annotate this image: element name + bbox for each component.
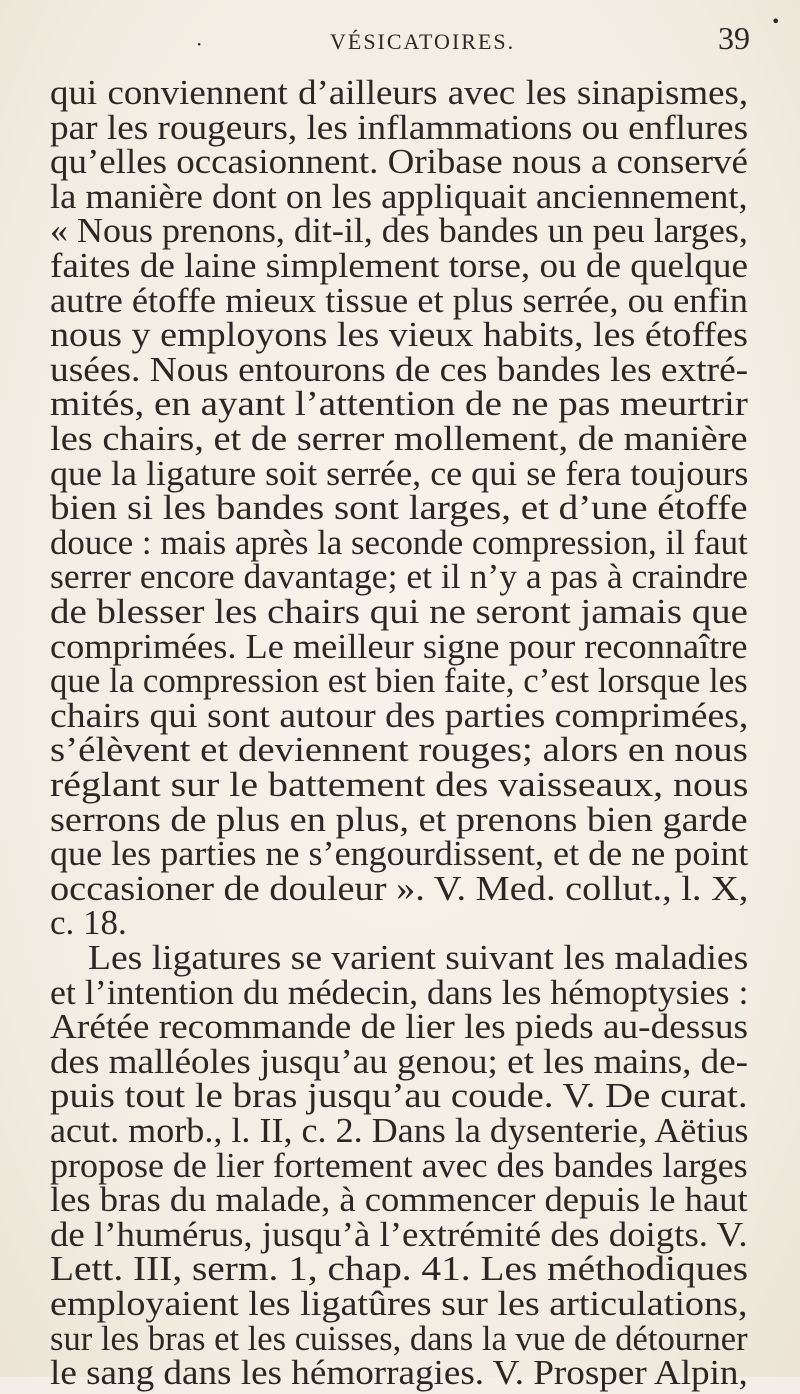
text-line: la manière dont on les appliquait anciennement, [50,176,748,216]
text-line: le sang dans les hémorragies. V. Prosper Alpin, [50,1353,748,1393]
text-line: faites de laine simplement torse, ou de quelque [50,246,749,285]
text-line: qui conviennent d’ailleurs avec les sinapismes, [50,73,749,112]
text-line: que la compression est bien faite, c’est lorsque les [50,661,748,701]
text-line: mités, en ayant l’attention de ne pas meurtrir [50,384,748,424]
text-line: s’élèvent et deviennent rouges; alors en nous [50,730,748,770]
corner-mark: • [771,12,781,31]
text-line: que la ligature soit serrée, ce qui se fera toujours [50,453,749,493]
text-line: Arétée recommande de lier les pieds au-dessus [50,1007,749,1047]
text-line: acut. morb., l. II, c. 2. Dans la dysenterie, Aëtius [50,1111,749,1150]
text-line: bien si les bandes sont larges, et d’une étoffe [50,488,748,528]
text-line: les chairs, et de serrer mollement, de manière [50,419,748,458]
text-line: chairs qui sont autour des parties comprimées, [50,695,749,735]
text-line: qu’elles occasionnent. Oribase nous a conservé [50,142,748,182]
text-line: de blesser les chairs qui ne seront jamais que [50,592,748,631]
text-line: c. 18. [50,903,127,943]
text-line: serrer encore davantage; et il n’y a pas à craindre [50,557,748,597]
text-line: puis tout le bras jusqu’au coude. V. De curat. [50,1076,748,1116]
text-line: sur les bras et les cuisses, dans la vue de détourner [50,1318,748,1358]
text-line: par les rougeurs, les inflammations ou enflures [50,107,749,147]
text-line: douce : mais après la seconde compression, il faut [50,522,748,562]
header-mark: · [196,32,203,56]
text-line: propose de lier fortement avec des bandes larges [50,1145,748,1185]
text-line: Lett. III, serm. 1, chap. 41. Les méthodiques [50,1249,749,1289]
text-line: de l’humérus, jusqu’à l’extrémité des doigts. V. [50,1214,748,1254]
text-line: autre étoffe mieux tissue et plus serrée, ou enfin [50,280,748,320]
text-line: serrons de plus en plus, et prenons bien garde [50,799,748,839]
text-line: des malléoles jusqu’au genou; et les mains, de- [50,1041,749,1081]
text-line: les bras du malade, à commencer depuis le haut [50,1180,748,1220]
text-line: et l’intention du médecin, dans les hémoptysies : [50,972,749,1012]
text-line: « Nous prenons, dit-il, des bandes un peu larges, [50,211,748,251]
running-head [0,14,800,54]
text-line: réglant sur le battement des vaisseaux, nous [50,765,749,804]
text-line: usées. Nous entourons de ces bandes les extré- [50,349,749,389]
text-line: que les parties ne s’engourdissent, et de ne point [50,834,749,874]
text-line: Les ligatures se varient suivant les maladies [88,938,749,977]
text-line: nous y employons les vieux habits, les étoffes [50,315,748,355]
page-number: 39 [718,20,750,56]
text-line: comprimées. Le meilleur signe pour reconnaître [50,626,748,666]
running-title: VÉSICATOIRES. [330,29,516,54]
text-line: occasioner de douleur ». V. Med. collut., l. X, [50,868,749,908]
text-line: employaient les ligatûres sur les articulations, [50,1284,748,1323]
